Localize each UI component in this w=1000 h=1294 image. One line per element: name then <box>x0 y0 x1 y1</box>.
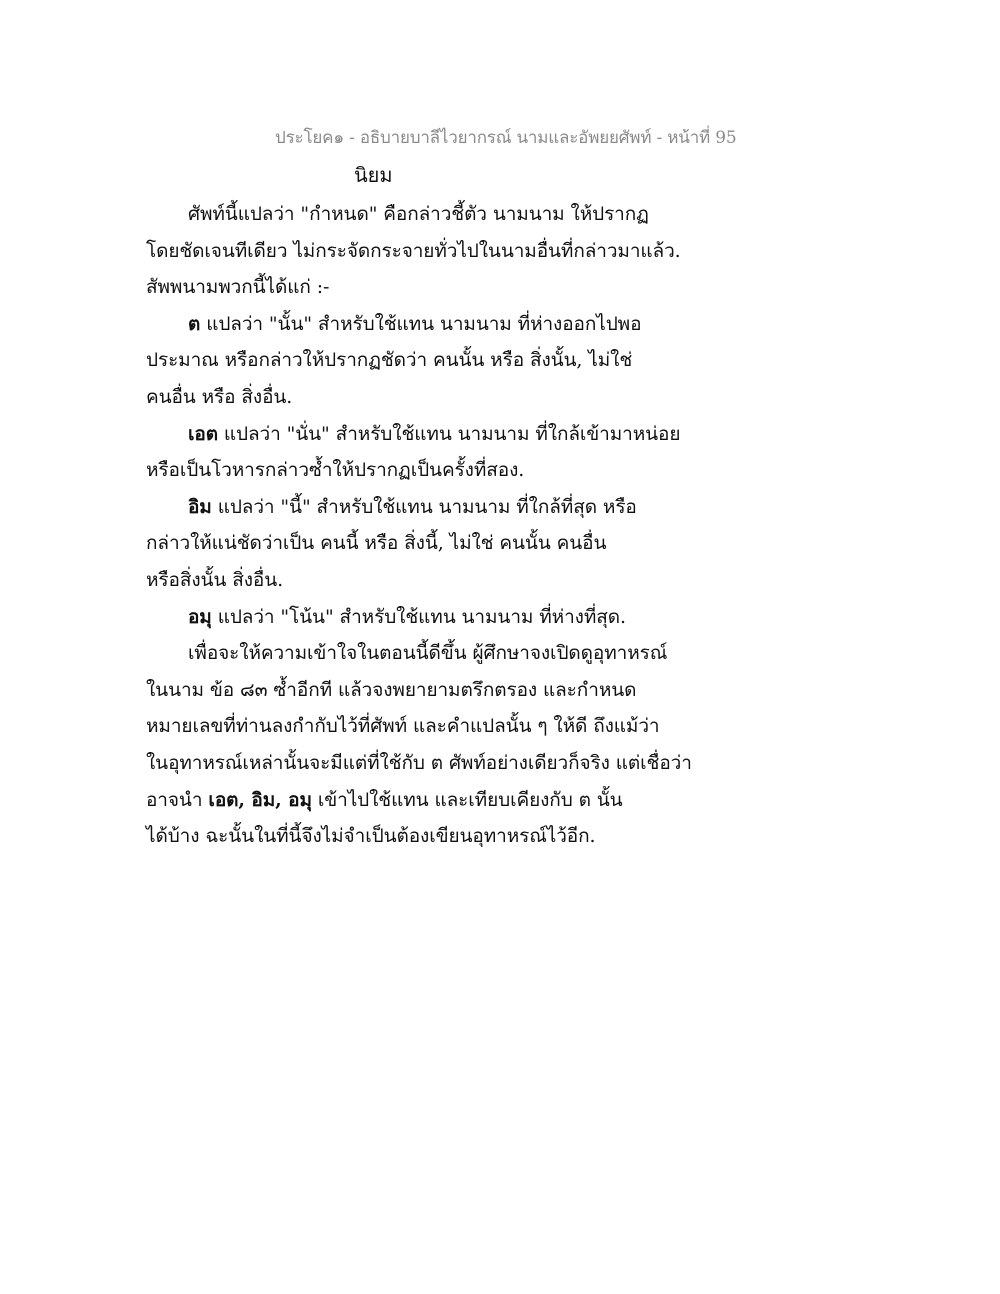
ima-line-1-text: แปลว่า "นี้" สำหรับใช้แทน นามนาม ที่ใกล้ที่สุด หรือ <box>211 495 637 518</box>
eta-line-2: หรือเป็นโวหารกล่าวซ้ำให้ปรากฏเป็นครั้งที่สอง. <box>146 459 525 482</box>
ta-line-1 <box>146 306 706 343</box>
intro-line-3: สัพพนามพวกนี้ได้แก่ :- <box>146 276 330 299</box>
closing-line-2: ในนาม ข้อ ๘๓ ซ้ำอีกที แล้วจงพยายามตรึกตรอง และกำหนด <box>146 678 637 701</box>
ima-term: อิม <box>188 495 212 518</box>
closing-line-5 <box>146 782 706 819</box>
eta-term: เอต <box>188 422 218 445</box>
ta-term: ต <box>188 312 201 335</box>
closing-line-5-start: อาจนำ <box>146 788 209 811</box>
eta-line-1-text: แปลว่า "นั่น" สำหรับใช้แทน นามนาม ที่ใกล้เข้ามาหน่อย <box>217 422 681 445</box>
intro-line-1: ศัพท์นี้แปลว่า "กำหนด" คือกล่าวชี้ตัว นามนาม ให้ปรากฏ <box>188 203 649 225</box>
amu-term: อมุ <box>188 605 212 628</box>
body-text <box>146 196 706 855</box>
amu-line-1-text: แปลว่า "โน้น" สำหรับใช้แทน นามนาม ที่ห่างที่สุด. <box>211 605 626 628</box>
closing-line-1: เพื่อจะให้ความเข้าใจในตอนนี้ดีขึ้น ผู้ศึกษาจงเปิดดูอุทาหรณ์ <box>188 642 668 665</box>
closing-line-5-rest: เข้าไปใช้แทน และเทียบเคียงกับ ต นั้น <box>311 788 623 811</box>
ta-line-3: คนอื่น หรือ สิ่งอื่น. <box>146 385 293 408</box>
section-title: นิยม <box>354 163 393 187</box>
closing-line-5-terms: เอต, อิม, อมุ <box>208 788 312 811</box>
closing-line-4: ในอุทาหรณ์เหล่านั้นจะมีแต่ที่ใช้กับ ต ศัพท์อย่างเดียวก็จริง แต่เชื่อว่า <box>146 751 692 774</box>
intro-line-2: โดยชัดเจนทีเดียว ไม่กระจัดกระจายทั่วไปในนามอื่นที่กล่าวมาแล้ว. <box>146 239 681 262</box>
eta-line-1 <box>146 416 706 453</box>
ta-line-2: ประมาณ หรือกล่าวให้ปรากฏชัดว่า คนนั้น หรือ สิ่งนั้น, ไม่ใช่ <box>146 349 633 372</box>
ta-line-1-text: แปลว่า "นั้น" สำหรับใช้แทน นามนาม ที่ห่างออกไปพอ <box>200 312 642 335</box>
ima-line-2: กล่าวให้แน่ชัดว่าเป็น คนนี้ หรือ สิ่งนี้, ไม่ใช่ คนนั้น คนอื่น <box>146 532 607 555</box>
ima-line-3: หรือสิ่งนั้น สิ่งอื่น. <box>146 568 284 591</box>
closing-line-3: หมายเลขที่ท่านลงกำกับไว้ที่ศัพท์ และคำแปลนั้น ๆ ให้ดี ถึงแม้ว่า <box>146 715 660 738</box>
running-header: ประโยค๑ - อธิบายบาลีไวยากรณ์ นามและอัพยยศัพท์ - หน้าที่ 95 <box>275 128 737 148</box>
closing-line-6: ได้บ้าง ฉะนั้นในที่นี้จึงไม่จำเป็นต้องเขียนอุทาหรณ์ไว้อีก. <box>146 825 596 848</box>
amu-line-1 <box>146 599 706 636</box>
ima-line-1 <box>146 489 706 526</box>
